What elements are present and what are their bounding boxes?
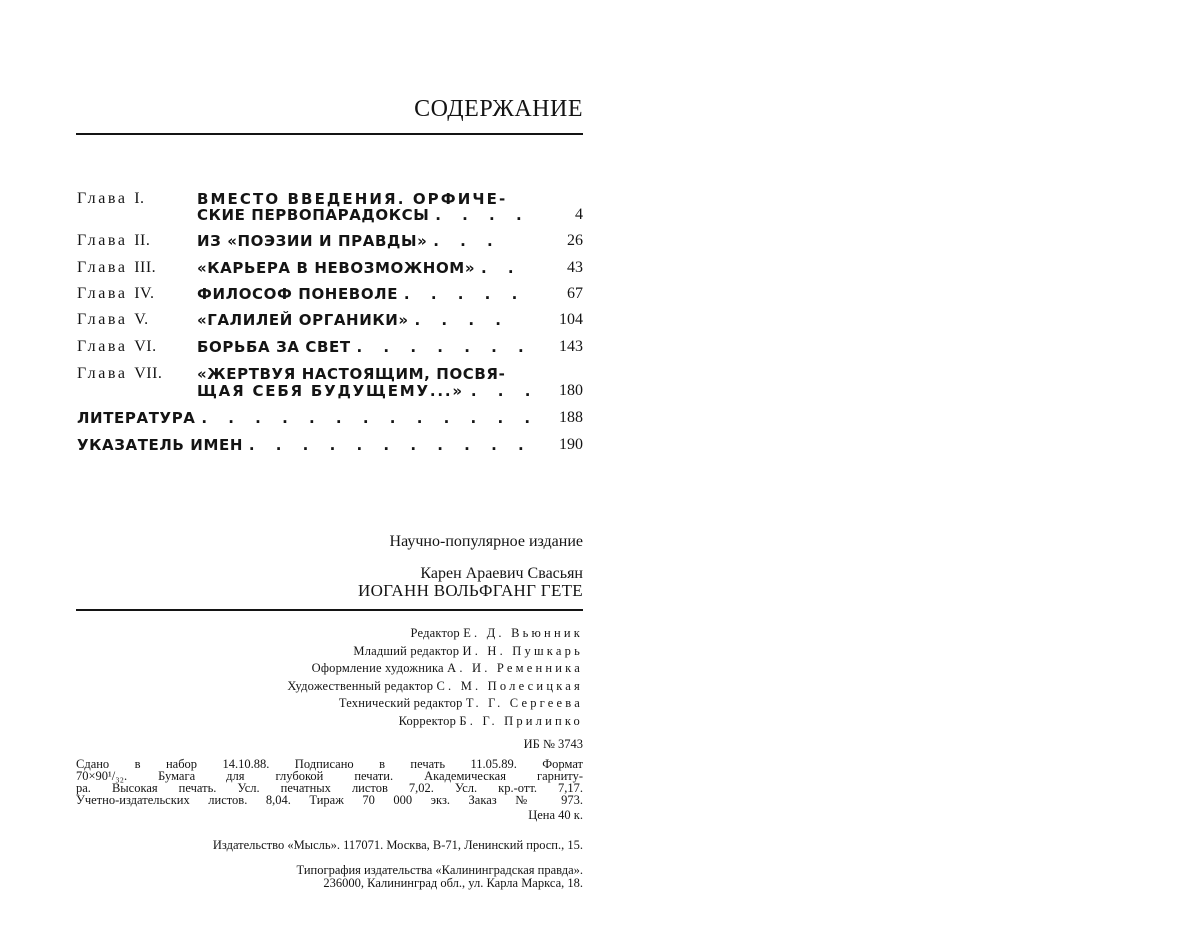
chapter-title-line1: «ЖЕРТВУЯ НАСТОЯЩИМ, ПОСВЯ-	[197, 365, 506, 383]
author-name: Карен Араевич Свасьян	[420, 565, 583, 582]
ib-number: ИБ № 3743	[523, 737, 583, 751]
chapter-label: Глава	[77, 311, 128, 328]
book-title: ИОГАНН ВОЛЬФГАНГ ГЕТЕ	[358, 581, 583, 600]
print-details-line: Сдано в набор 14.10.88. Подписано в печать 11.05.89. Формат	[76, 757, 583, 771]
imprint-rule	[76, 609, 583, 611]
chapter-number: III.	[134, 259, 157, 276]
credit-line	[287, 679, 583, 694]
credit-line	[399, 714, 583, 729]
chapter-page: 67	[567, 285, 583, 302]
credit-role: Оформление художника	[311, 661, 444, 675]
credit-role: Технический редактор	[338, 696, 463, 710]
chapter-number: V.	[134, 311, 149, 328]
credit-role: Корректор	[398, 714, 457, 728]
chapter-label: Глава	[77, 190, 128, 207]
leader-dots: . . . . . . . . . . .	[248, 436, 532, 454]
chapter-title-line2: ЩАЯ СЕБЯ БУДУЩЕМУ...»	[197, 382, 464, 400]
credit-line	[353, 644, 583, 659]
chapter-number: I.	[134, 190, 145, 207]
literature-page: 188	[559, 409, 583, 426]
print-details-line: ра. Высокая печать. Усл. печатных листов 7,02. Усл. кр.-отт. 7,17.	[76, 781, 583, 795]
credit-line	[411, 626, 584, 641]
printer-line1: Типография издательства «Калининградская правда».	[296, 863, 583, 877]
credit-name: Б. Г. Прилипко	[459, 714, 583, 728]
chapter-title: БОРЬБА ЗА СВЕТ	[197, 338, 351, 356]
chapter-page: 4	[575, 206, 583, 223]
chapter-label: Глава	[77, 232, 128, 249]
print-details-line: Учетно-издательских листов. 8,04. Тираж 70 000 экз. Заказ № 973.	[76, 793, 583, 807]
chapter-title: ФИЛОСОФ ПОНЕВОЛЕ	[197, 285, 399, 303]
chapter-title-line1: ВМЕСТО ВВЕДЕНИЯ. ОРФИЧЕ-	[197, 190, 508, 208]
chapter-title: «КАРЬЕРА В НЕВОЗМОЖНОМ»	[197, 259, 476, 277]
leader-dots: . . . .	[414, 311, 509, 329]
toc-title-rule	[76, 133, 583, 135]
chapter-title: ИЗ «ПОЭЗИИ И ПРАВДЫ»	[197, 232, 428, 250]
chapter-page: 26	[567, 232, 583, 249]
leader-dots: . .	[480, 259, 522, 277]
chapter-number: II.	[134, 232, 151, 249]
chapter-number: VI.	[134, 338, 157, 355]
credit-name: Е. Д. Вьюнник	[463, 626, 583, 640]
credit-line	[312, 661, 583, 676]
chapter-label: Глава	[77, 338, 128, 355]
chapter-page: 43	[567, 259, 583, 276]
publisher-address: Издательство «Мысль». 117071. Москва, В-71, Ленинский просп., 15.	[212, 838, 583, 852]
toc-title: СОДЕРЖАНИЕ	[414, 96, 583, 122]
credit-role: Редактор	[410, 626, 460, 640]
credit-name: А. И. Ременника	[447, 661, 583, 675]
chapter-label: Глава	[77, 365, 128, 382]
chapter-title: «ГАЛИЛЕЙ ОРГАНИКИ»	[197, 311, 409, 329]
credit-name: Т. Г. Сергеева	[465, 696, 583, 710]
leader-dots: . . . .	[435, 206, 530, 224]
chapter-label: Глава	[77, 259, 128, 276]
leader-dots: . . . . . . .	[356, 338, 532, 356]
chapter-page: 104	[559, 311, 583, 328]
leader-dots: . . .	[433, 232, 501, 250]
chapter-number: VII.	[134, 365, 163, 382]
chapter-page: 180	[559, 382, 583, 399]
leader-dots: . . . . .	[403, 285, 526, 303]
credit-role: Художественный редактор	[287, 679, 434, 693]
chapter-number: IV.	[134, 285, 155, 302]
edition-type: Научно-популярное издание	[389, 533, 583, 550]
index-title: УКАЗАТЕЛЬ ИМЕН	[77, 436, 243, 454]
price: Цена 40 к.	[528, 808, 583, 822]
chapter-label: Глава	[77, 285, 128, 302]
credit-role: Младший редактор	[353, 644, 460, 658]
leader-dots: . . . . . . . . . . . . .	[201, 409, 539, 427]
credit-name: И. Н. Пушкарь	[462, 644, 583, 658]
literature-title: ЛИТЕРАТУРА	[77, 409, 196, 427]
leader-dots: . . .	[470, 382, 539, 400]
index-page: 190	[559, 436, 583, 453]
printer-line2: 236000, Калининград обл., ул. Карла Маркса, 18.	[323, 876, 583, 890]
chapter-title-line2: СКИЕ ПЕРВОПАРАДОКСЫ	[197, 206, 430, 224]
credit-name: С. М. Полесицкая	[436, 679, 583, 693]
chapter-page: 143	[559, 338, 583, 355]
credit-line	[339, 696, 583, 711]
print-details-line: 70×90¹/₃₂. Бумага для глубокой печати. Академическая гарниту-	[76, 769, 583, 783]
